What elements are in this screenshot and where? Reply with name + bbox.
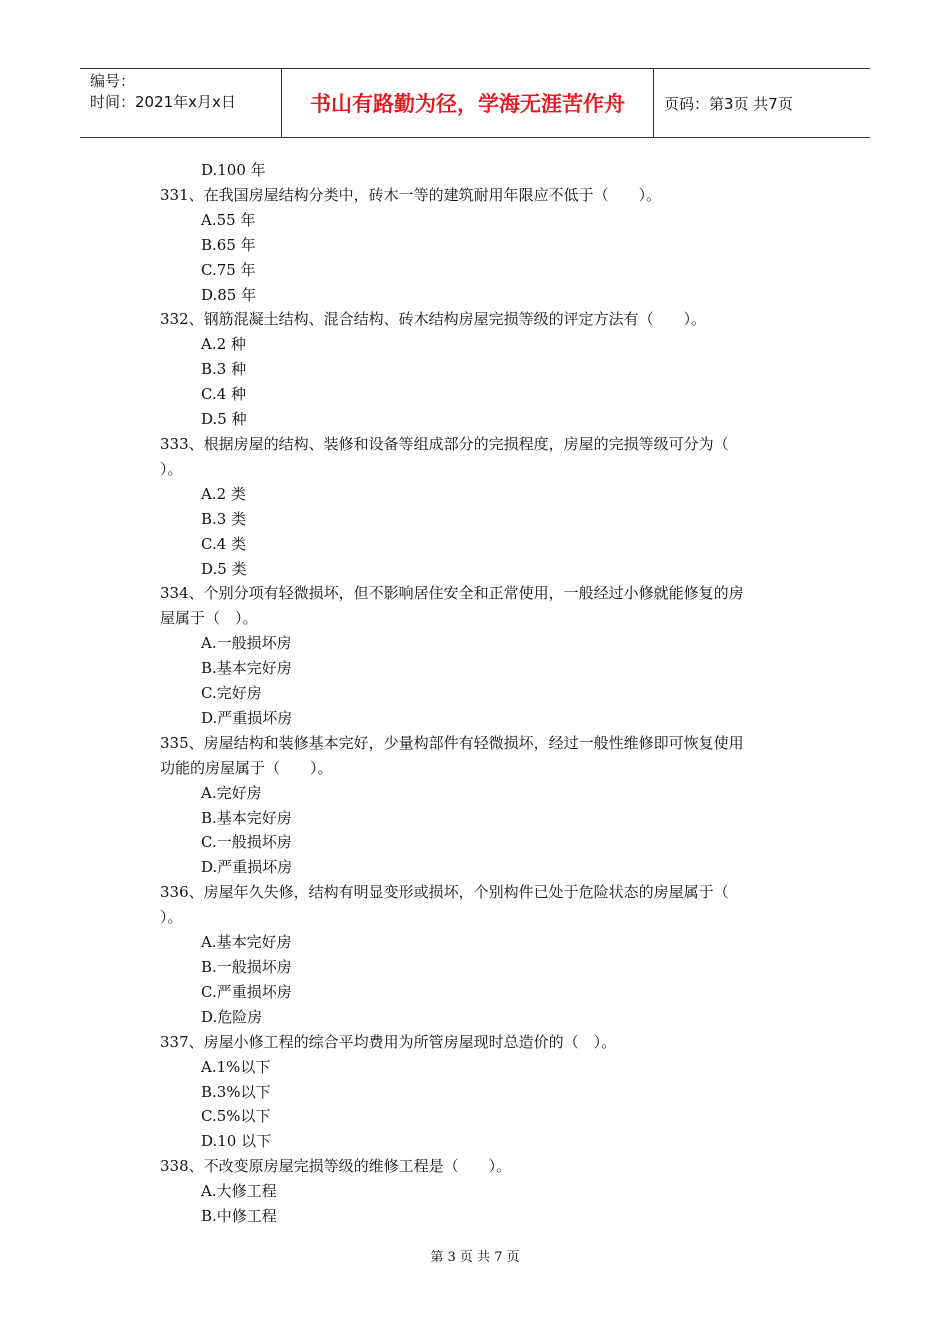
- answer-option: B.基本完好房: [201, 808, 292, 827]
- header-meta: [80, 69, 282, 137]
- question-text: 337、房屋小修工程的综合平均费用为所管房屋现时总造价的（ ）。: [160, 1032, 617, 1051]
- header-page-indicator: 页码：第3页 共7页: [664, 94, 793, 113]
- page-footer: 第 3 页 共 7 页: [430, 1250, 520, 1265]
- answer-option: C.75 年: [201, 260, 256, 279]
- answer-option: A.2 种: [201, 335, 246, 354]
- question-text: 331、在我国房屋结构分类中，砖木一等的建筑耐用年限应不低于（ ）。: [160, 185, 662, 204]
- answer-option: D.85 年: [201, 285, 257, 304]
- answer-option: A.1%以下: [201, 1057, 271, 1076]
- question-text: 334、个别分项有轻微损坏，但不影响居住安全和正常使用，一般经过小修就能修复的房: [160, 584, 744, 603]
- answer-option: B.65 年: [201, 235, 256, 254]
- question-text: 335、房屋结构和装修基本完好，少量构部件有轻微损坏，经过一般性维修即可恢复使用: [160, 733, 744, 752]
- answer-option: D.5 种: [201, 410, 247, 429]
- question-text: 338、不改变原房屋完损等级的维修工程是（ ）。: [160, 1157, 512, 1176]
- document-time-label: 时间：2021年x月x日: [90, 93, 236, 111]
- answer-option: D.严重损坏房: [201, 858, 293, 877]
- answer-option: C.4 种: [201, 385, 247, 404]
- answer-option: C.4 类: [201, 534, 247, 553]
- question-text: 屋属于（ ）。: [160, 609, 258, 628]
- question-text: ）。: [160, 459, 183, 478]
- answer-option: A.基本完好房: [201, 933, 292, 952]
- answer-option: C.一般损坏房: [201, 833, 292, 852]
- answer-option: D.10 以下: [201, 1132, 272, 1151]
- answer-option: C.完好房: [201, 684, 262, 703]
- header-motto: 书山有路勤为径，学海无涯苦作舟: [282, 69, 654, 137]
- answer-option: A.大修工程: [201, 1182, 277, 1201]
- answer-option: B.基本完好房: [201, 659, 292, 678]
- answer-option: D.严重损坏房: [201, 708, 293, 727]
- answer-option: D.5 类: [201, 559, 247, 578]
- answer-option: B.一般损坏房: [201, 958, 292, 976]
- answer-option: C.5%以下: [201, 1107, 271, 1126]
- answer-option: D.危险房: [201, 1007, 263, 1026]
- answer-option: B.3 类: [201, 509, 247, 528]
- question-list: [160, 158, 810, 1229]
- answer-option: B.3 种: [201, 360, 247, 379]
- answer-option: B.中修工程: [201, 1207, 277, 1226]
- document-number-label: 编号：: [90, 72, 136, 90]
- answer-option: B.3%以下: [201, 1082, 271, 1101]
- answer-option: C.严重损坏房: [201, 982, 292, 1001]
- question-text: ）。: [160, 908, 183, 927]
- question-text: 336、房屋年久失修，结构有明显变形或损坏，个别构件已处于危险状态的房屋属于（: [160, 883, 729, 902]
- answer-option: A.55 年: [201, 210, 256, 229]
- question-text: 功能的房屋属于（ ）。: [160, 758, 333, 777]
- answer-option: A.2 类: [201, 484, 246, 503]
- question-text: 333、根据房屋的结构、装修和设备等组成部分的完损程度，房屋的完损等级可分为（: [160, 434, 729, 453]
- answer-option: A.一般损坏房: [201, 634, 292, 653]
- answer-option: D.100 年: [201, 161, 266, 179]
- page-header: [80, 68, 870, 138]
- answer-option: A.完好房: [201, 783, 262, 802]
- question-text: 332、钢筋混凝土结构、混合结构、砖木结构房屋完损等级的评定方法有（ ）。: [160, 310, 707, 329]
